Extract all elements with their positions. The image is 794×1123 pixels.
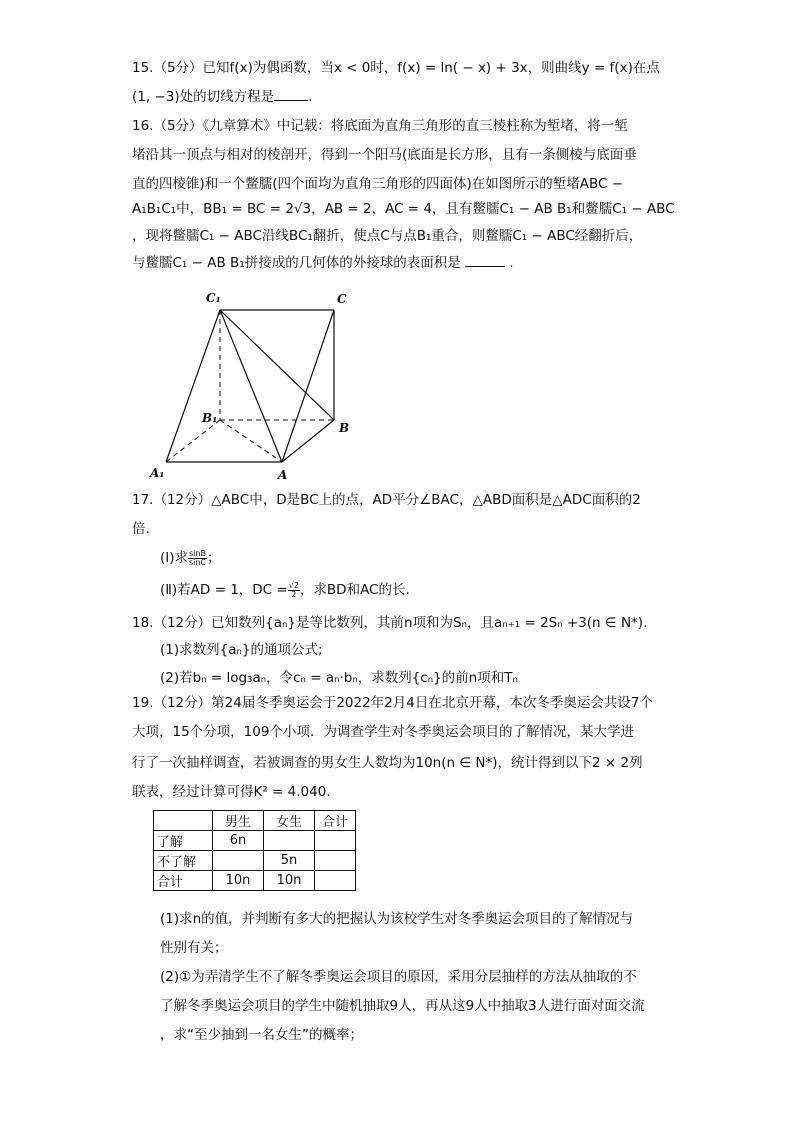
q16-line-4: A₁B₁C₁中，BB₁ = BC = 2√3，AB = 2，AC = 4，且有鳖臑C₁ − AB B₁和鳖臑C₁ − ABC [132,201,675,217]
table-cell [315,871,356,891]
edge-c1-a [220,310,282,462]
table-cell: 了解 [154,831,213,851]
q18-line-1: 18.（12分）已知数列{aₙ}是等比数列，其前n项和为Sₙ，且aₙ₊₁ = 2Sₙ +3(n ∈ N*). [132,615,648,631]
table-row [154,831,356,851]
q19-part-2-line-2: 了解冬季奥运会项目的学生中随机抽取9人，再从这9人中抽取3人进行面对面交流 [160,998,645,1014]
fraction-sinb-sinc [188,550,207,567]
frac-den: 2 [291,589,297,599]
label-a: A [278,468,288,482]
table-cell: 6n [213,831,264,851]
table-row [154,871,356,891]
frac-num: √2 [288,580,299,590]
q18-part-2: (2)若bₙ = log₃aₙ，令cₙ = aₙ·bₙ，求数列{cₙ}的前n项和Tₙ [160,670,518,686]
label-b: B [339,421,350,435]
q16-line-5: ，现将鳖臑C₁ − ABC沿线BC₁翻折，使点C与点B₁重合，则鳖臑C₁ − ABC经翻折后， [132,228,643,244]
q16-line-3: 直的四棱锥)和一个鳖臑(四个面均为直角三角形的四面体)在如图所示的堑堵ABC − [132,176,624,192]
frac-num: sinB [189,548,206,558]
table-cell [264,831,315,851]
q17-p2-suffix: ，求BD和AC的长. [299,582,410,598]
prism-figure [140,286,360,486]
q17-p2-prefix: (Ⅱ)若AD = 1，DC = [160,582,288,598]
table-cell [315,831,356,851]
fraction-sqrt2-2 [288,582,300,599]
answer-blank [465,254,505,267]
q17-line-1: 17.（12分）△ABC中，D是BC上的点，AD平分∠BAC，△ABD面积是△ADC面积的2 [132,492,641,508]
q19-line-4: 联表，经过计算可得K² = 4.040. [132,784,331,800]
edge-b1-a-hidden [220,420,282,462]
q16-line-6: 与鳖臑C₁ − AB B₁拼接成的几何体的外接球的表面积是 . [132,255,514,271]
q16-line-2: 堵沿其一顶点与相对的棱剖开，得到一个阳马(底面是长方形，且有一条侧棱与底面垂 [132,147,637,163]
q16-line-6-text: 与鳖臑C₁ − AB B₁拼接成的几何体的外接球的表面积是 [132,255,461,271]
table-header-row [154,811,356,831]
table-cell: 5n [264,851,315,871]
table-cell: 10n [264,871,315,891]
q19-line-1: 19.（12分）第24届冬季奥运会于2022年2月4日在北京开幕，本次冬季奥运会共设7个 [132,695,653,711]
label-a1: A₁ [150,466,165,480]
q19-line-2: 大项，15个分项，109个小项．为调查学生对冬季奥运会项目的了解情况，某大学进 [132,724,634,740]
q17-p1-prefix: (Ⅰ)求 [160,550,189,566]
q17-line-2: 倍. [132,521,150,537]
q19-part-1-line-2: 性别有关； [160,940,228,956]
table-cell [213,851,264,871]
q17-part-1 [160,548,220,568]
edge-c1-b [220,310,334,420]
table-row [154,851,356,871]
edge-c-a [282,310,334,462]
q18-part-1: (1)求数列{aₙ}的通项公式; [160,642,323,658]
label-b1: B₁ [202,411,218,425]
table-cell: 合计 [154,871,213,891]
label-c1: C₁ [206,291,221,305]
label-c: C [337,292,347,306]
q19-line-3: 行了一次抽样调查，若被调查的男女生人数均为10n(n ∈ N*)，统计得到以下2 × 2列 [132,755,643,771]
q15-line-2-text: (1, −3)处的切线方程是 [132,89,275,105]
q15-line-2: (1, −3)处的切线方程是 . [132,89,313,105]
edge-b1-a1-hidden [166,420,220,462]
q17-p1-suffix: ； [206,550,221,566]
table-cell: 合计 [315,811,356,831]
q19-part-2-line-1: (2)①为弄清学生不了解冬季奥运会项目的原因，采用分层抽样的方法从抽取的不 [160,969,637,985]
table-cell: 不了解 [154,851,213,871]
table-cell: 女生 [264,811,315,831]
q16-line-1: 16.（5分）《九章算术》中记载：将底面为直角三角形的直三棱柱称为堑堵，将一堑 [132,118,628,134]
q19-part-2-line-3: ，求“至少抽到一名女生”的概率； [160,1027,363,1043]
edge-a1-c1 [166,310,220,462]
q19-part-1-line-1: (1)求n的值，并判断有多大的把握认为该校学生对冬季奥运会项目的了解情况与 [160,911,634,927]
answer-blank [274,88,308,101]
q17-part-2 [160,580,410,600]
q15-line-1: 15.（5分）已知f(x)为偶函数，当x < 0时，f(x) = ln( − x) + 3x，则曲线y = f(x)在点 [132,60,660,76]
contingency-table [153,810,356,891]
frac-den: sinC [188,557,207,567]
table-cell [315,851,356,871]
table-cell [154,811,213,831]
table-cell: 男生 [213,811,264,831]
table-cell: 10n [213,871,264,891]
